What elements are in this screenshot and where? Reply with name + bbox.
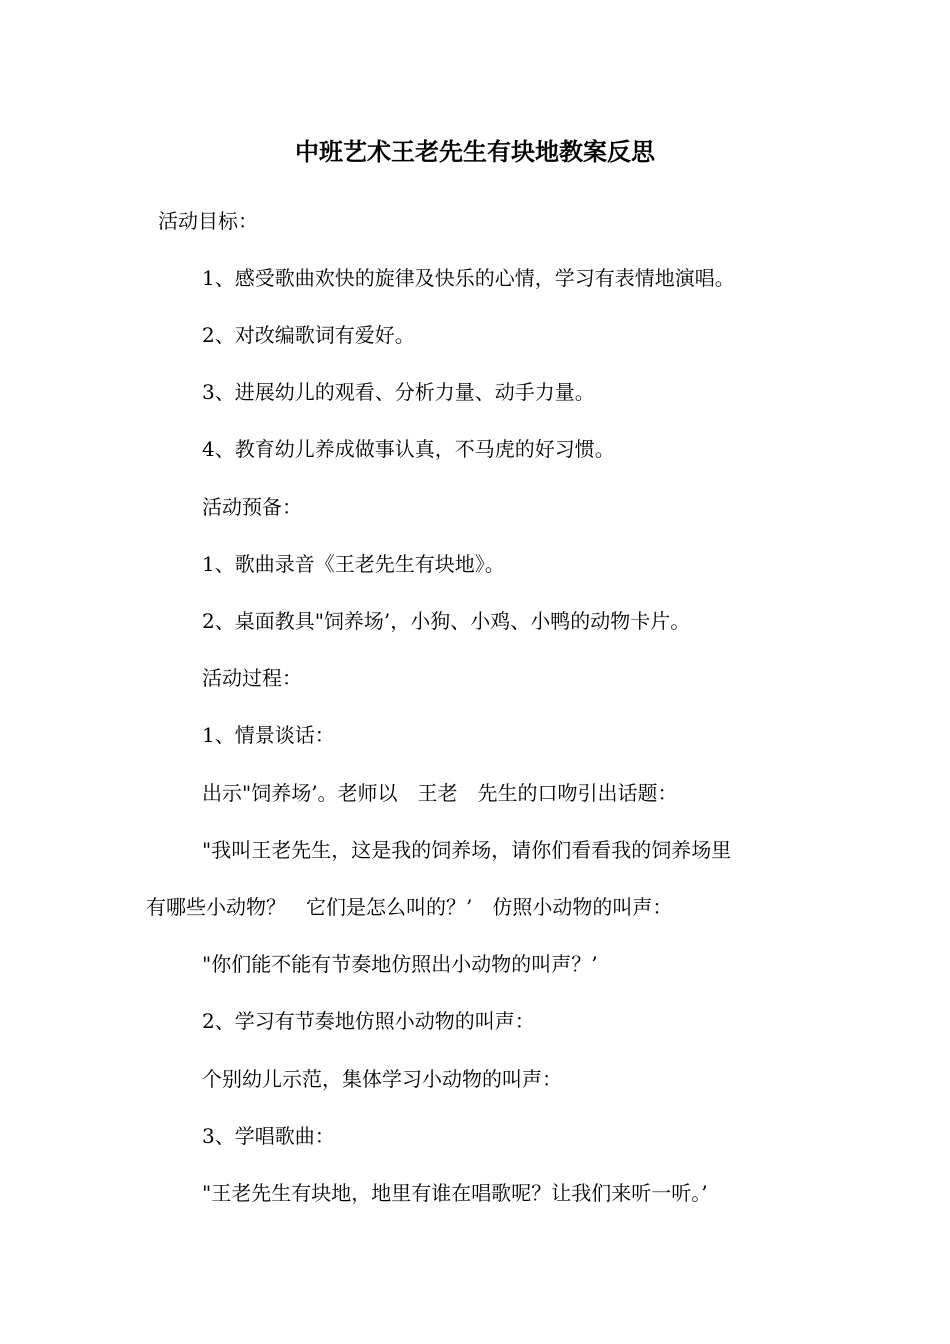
paragraph-quote-3: "王老先生有块地，地里有谁在唱歌呢？让我们来听一听。’	[202, 1181, 708, 1205]
paragraph-prep-1: 1、歌曲录音《王老先生有块地》。	[202, 552, 505, 576]
paragraph-demo: 个别幼儿示范，集体学习小动物的叫声：	[202, 1067, 562, 1091]
paragraph-goal-2: 2、对改编歌词有爱好。	[202, 323, 415, 347]
paragraph-goal-4: 4、教育幼儿养成做事认真，不马虎的好习惯。	[202, 437, 615, 461]
paragraph-quote-1: "我叫王老先生，这是我的饲养场，请你们看看我的饲养场里	[202, 838, 732, 862]
paragraph-quote-1-cont: 有哪些小动物？ 它们是怎么叫的？’ 仿照小动物的叫声：	[146, 895, 673, 919]
paragraph-process-3: 3、学唱歌曲：	[202, 1124, 335, 1148]
paragraph-goal-1: 1、感受歌曲欢快的旋律及快乐的心情，学习有表情地演唱。	[202, 266, 735, 290]
document-title: 中班艺术王老先生有块地教案反思	[295, 137, 655, 166]
paragraph-process-2: 2、学习有节奏地仿照小动物的叫声：	[202, 1009, 535, 1033]
section-heading-goals: 活动目标：	[158, 209, 258, 233]
paragraph-process-1: 1、情景谈话：	[202, 723, 335, 747]
paragraph-prep-2: 2、桌面教具"饲养场’，小狗、小鸡、小鸭的动物卡片。	[202, 609, 691, 633]
paragraph-quote-2: "你们能不能有节奏地仿照出小动物的叫声？’	[202, 952, 598, 976]
paragraph-show-farm: 出示"饲养场’。老师以 王老 先生的口吻引出话题：	[202, 781, 678, 805]
section-heading-process: 活动过程：	[202, 666, 302, 690]
section-heading-preparation: 活动预备：	[202, 495, 302, 519]
paragraph-goal-3: 3、进展幼儿的观看、分析力量、动手力量。	[202, 380, 595, 404]
